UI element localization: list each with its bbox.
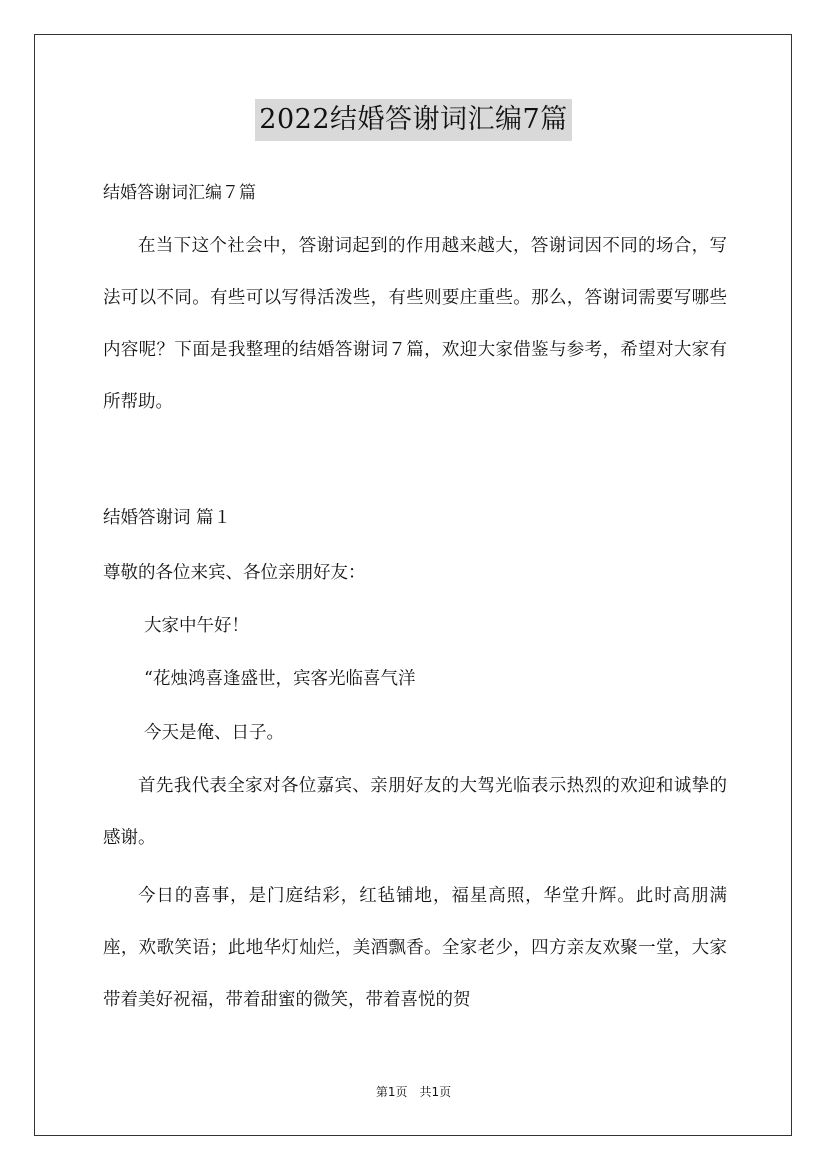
document-subtitle: 结婚答谢词汇编７篇: [103, 183, 256, 203]
today-line: 今天是俺、日子。: [144, 723, 284, 743]
section-heading: 结婚答谢词 篇１: [103, 508, 232, 528]
document-title: 2022结婚答谢词汇编7篇: [255, 99, 571, 141]
poem-line: “花烛鸿喜逢盛世，宾客光临喜气洋: [144, 669, 416, 689]
greeting: 大家中午好！: [144, 616, 249, 636]
welcome-paragraph: 首先我代表全家对各位嘉宾、亲朋好友的大驾光临表示热烈的欢迎和诚挚的感谢。: [103, 776, 727, 848]
celebration-paragraph: 今日的喜事，是门庭结彩，红毡铺地，福星高照，华堂升辉。此时高朋满座，欢歌笑语；此地华灯灿烂，美酒飘香。全家老少，四方亲友欢聚一堂，大家带着美好祝福，带着甜蜜的微笑，带着喜悦的贺: [103, 886, 727, 1010]
intro-paragraph: 在当下这个社会中，答谢词起到的作用越来越大，答谢词因不同的场合，写法可以不同。有些可以写得活泼些，有些则要庄重些。那么，答谢词需要写哪些内容呢？下面是我整理的结婚答谢词７篇，欢迎大家借鉴与参考，希望对大家有所帮助。: [103, 236, 727, 412]
salutation: 尊敬的各位来宾、各位亲朋好友：: [103, 563, 366, 583]
document-title-wrap: [0, 99, 827, 141]
page-number: 第1页 共1页: [375, 1085, 452, 1099]
